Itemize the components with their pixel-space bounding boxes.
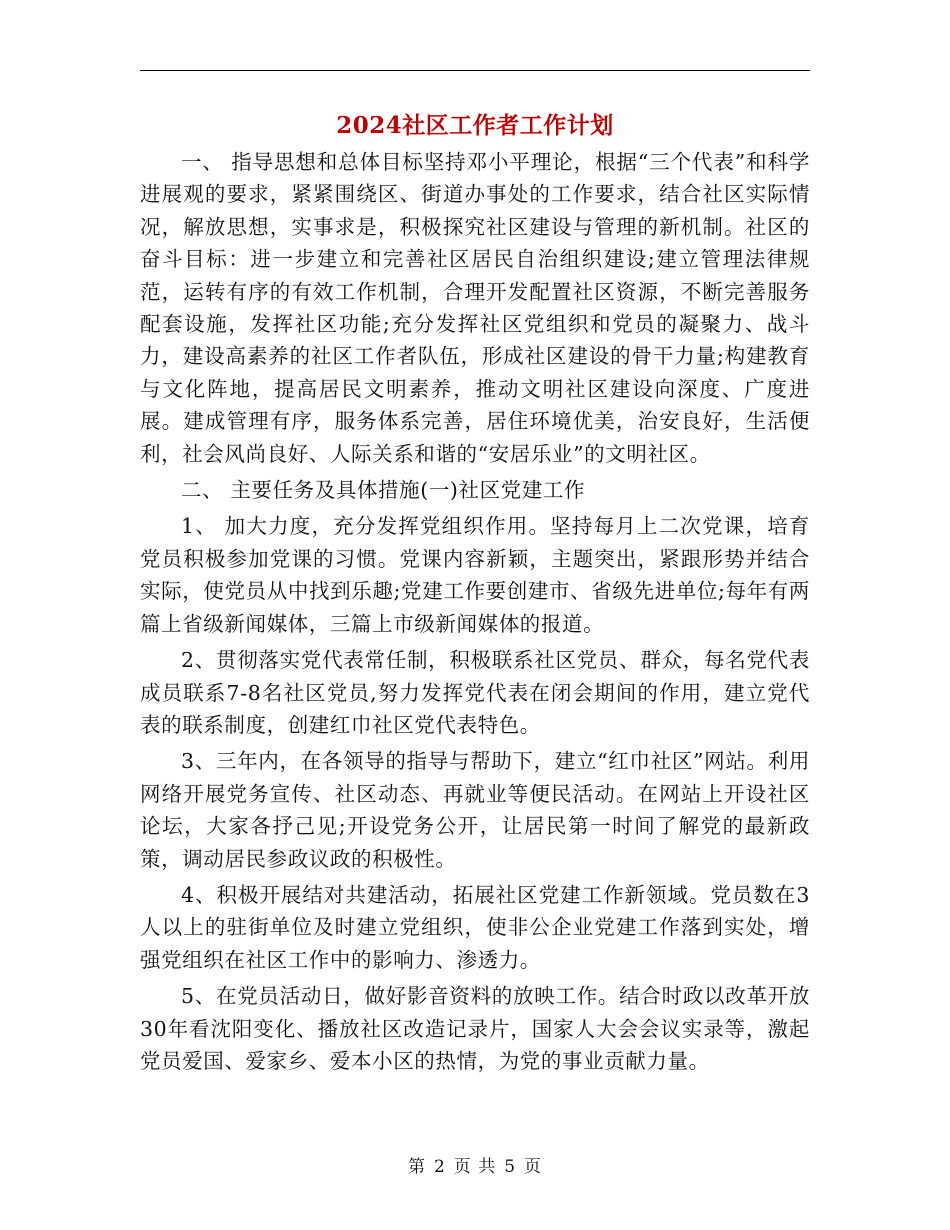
paragraph-item-4: 4、积极开展结对共建活动，拓展社区党建工作新领域。党员数在3人以上的驻街单位及时建立党组织，使非公企业党建工作落到实处，增强党组织在社区工作中的影响力、渗透力。: [140, 882, 810, 972]
page-footer: [0, 1152, 950, 1177]
footer-prefix: 第: [407, 1157, 426, 1177]
footer-current-page: 2: [433, 1157, 446, 1177]
paragraph-section-two-heading: 二、 主要任务及具体措施(一)社区党建工作: [181, 478, 586, 503]
paragraph-item-5: 5、在党员活动日，做好影音资料的放映工作。结合时政以改革开放30年看沈阳变化、播放社区改造记录片，国家人大会会议实录等，激起党员爱国、爱家乡、爱本小区的热情，为党的事业贡献力量。: [140, 984, 810, 1073]
paragraph-item-2: 2、贯彻落实党代表常任制，积极联系社区党员、群众，每名党代表成员联系7-8名社区党员,努力发挥党代表在闭会期间的作用，建立党代表的联系制度，创建红巾社区党代表特色。: [140, 648, 810, 737]
document-title: 2024社区工作者工作计划: [336, 112, 614, 139]
paragraph-guiding-ideology: 一、 指导思想和总体目标坚持邓小平理论，根据“三个代表”和科学进展观的要求，紧紧围绕区、街道办事处的工作要求，结合社区实际情况，解放思想，实事求是，积极探究社区建设与管理的新机制。社区的奋斗目标：进一步建立和完善社区居民自治组织建设;建立管理法律规范，运转有序的有效工作机制，合理开发配置社区资源，不断完善服务配套设施，发挥社区功能;充分发挥社区党组织和党员的凝聚力、战斗力，建设高素养的社区工作者队伍，形成社区建设的骨干力量;构建教育与文化阵地，提高居民文明素养，推动文明社区建设向深度、广度进展。建成管理有序，服务体系完善，居住环境优美，治安良好，生活便利，社会风尚良好、人际关系和谐的“安居乐业”的文明社区。: [140, 150, 810, 466]
paragraph-item-1: 1、 加大力度，充分发挥党组织作用。坚持每月上二次党课，培育党员积极参加党课的习惯。党课内容新颖，主题突出，紧跟形势并结合实际，使党员从中找到乐趣;党建工作要创建市、省级先进单位;每年有两篇上省级新闻媒体，三篇上市级新闻媒体的报道。: [140, 514, 810, 636]
document-body: [140, 146, 810, 1077]
header-rule: [140, 70, 810, 71]
paragraph-item-3: 3、三年内，在各领导的指导与帮助下，建立“红巾社区”网站。利用网络开展党务宣传、社区动态、再就业等便民活动。在网站上开设社区论坛，大家各抒己见;开设党务公开，让居民第一时间了解党的最新政策，调动居民参政议政的积极性。: [140, 749, 810, 871]
footer-middle: 页 共: [453, 1157, 497, 1177]
footer-suffix: 页: [524, 1157, 543, 1177]
footer-total-pages: 5: [504, 1157, 517, 1177]
